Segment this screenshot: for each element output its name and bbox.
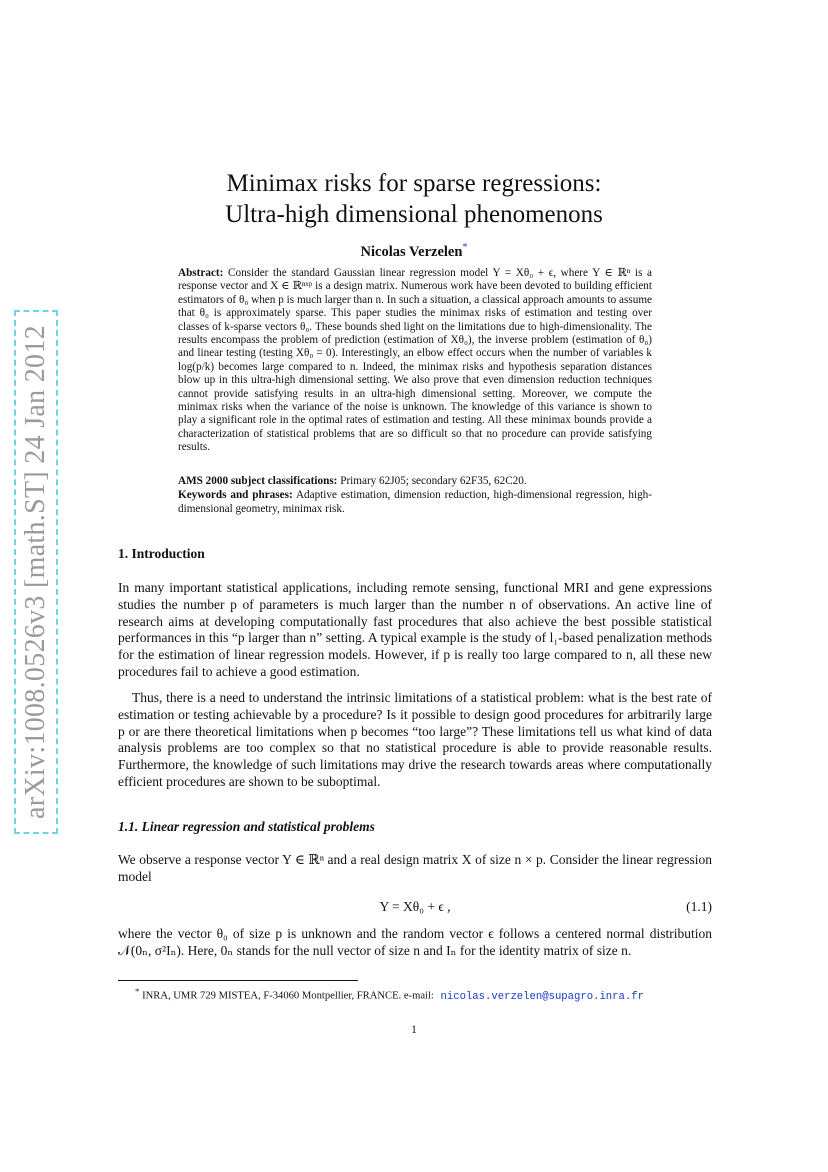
equation-number: (1.1) <box>686 899 712 914</box>
paper-title <box>0 168 828 230</box>
keywords-text: Adaptive estimation, dimension reduction, high-dimensional regression, high-dimensional geometry, minimax risk. <box>178 489 652 515</box>
keywords <box>178 489 652 516</box>
page-number: 1 <box>411 1024 417 1036</box>
ams-label: AMS 2000 subject classifications: <box>178 475 338 487</box>
ams-text: Primary 62J05; secondary 62F35, 62C20. <box>340 475 527 487</box>
subsection-paragraph-1: We observe a response vector Y ∈ ℝⁿ and a real design matrix X of size n × p. Consider the linear regression model <box>118 852 712 884</box>
abstract-text: Consider the standard Gaussian linear regression model Y = Xθ₀ + ϵ, where Y ∈ ℝⁿ is a response vector and X ∈ ℝⁿˣᵖ is a design matrix. Numerous work have been devoted to building efficient estimators of θ₀ when p is much larger than n. In such a situation, a classical approach amounts to assume that θ₀ is approximately sparse. This paper studies the minimax risks of estimation and testing over classes of k-sparse vectors θ₀. These bounds shed light on the limitations due to high-dimensionality. The results encompass the problem of prediction (estimation of Xθ₀), the inverse problem (estimation of θ₀) and linear testing (testing Xθ₀ = 0). Interestingly, an elbow effect occurs when the number of variables k log(p/k) becomes large compared to n. Indeed, the minimax risks and hypothesis separation distances blow up in this ultra-high dimensional setting. We also prove that even dimension reduction techniques cannot provide satisfying results in an ultra-high dimensional setting. Moreover, we compute the minimax risks when the variance of the noise is unknown. The knowledge of this variance is shown to play a significant role in the optimal rates of estimation and testing. All these minimax bounds provide a characterization of statistical problems that are so difficult so that no procedure can provide satisfying results. <box>178 267 653 454</box>
title-line-1: Minimax risks for sparse regressions: <box>226 170 602 197</box>
title-line-2: Ultra-high dimensional phenomenons <box>225 201 603 228</box>
footnote-text: INRA, UMR 729 MISTEA, F-34060 Montpellier, FRANCE. e-mail: <box>142 990 434 1002</box>
author-footnote-mark[interactable]: * <box>462 242 468 253</box>
paper-metadata <box>178 475 652 516</box>
author-line <box>0 242 828 261</box>
arxiv-identifier: arXiv:1008.0526v3 [math.ST] 24 Jan 2012 <box>20 325 51 819</box>
section-heading-introduction: 1. Introduction <box>118 546 205 561</box>
equation-body: Y = Xθ₀ + ϵ , <box>379 899 451 914</box>
footnote-email-link[interactable]: nicolas.verzelen@supagro.inra.fr <box>440 990 644 1003</box>
author-name: Nicolas Verzelen <box>360 243 463 260</box>
subsection-heading: 1.1. Linear regression and statistical problems <box>118 819 375 834</box>
keywords-label: Keywords and phrases: <box>178 489 293 502</box>
ams-classification <box>178 475 652 488</box>
abstract-label: Abstract: <box>178 267 224 279</box>
intro-paragraph-2: Thus, there is a need to understand the intrinsic limitations of a statistical problem: what is the best rate of estimation or testing achievable by a procedure? Is it possible to design good procedures for arbitrarily large p or are there theoretical limitations when p becomes “too large”? These limitations tell us what kind of data analysis problems are too complex so that no statistical procedure is able to provide reasonable results. Furthermore, the knowledge of such limitations may drive the research towards areas where computationally efficient procedures are shown to be suboptimal. <box>118 690 712 789</box>
footnote-mark: * <box>135 986 140 996</box>
arxiv-stamp <box>14 310 58 834</box>
intro-paragraph-1: In many important statistical applications, including remote sensing, functional MRI and gene expressions studies the number p of parameters is much larger than the number n of observations. An active line of research aims at developing computationally fast procedures that also achieve the best possible statistical performances in this “p larger than n” setting. A typical example is the study of l₁-based penalization methods for the estimation of linear regression models. However, if p is really too large compared to n, all these new procedures fail to achieve a good estimation. <box>118 580 712 679</box>
footnote-divider <box>118 980 358 981</box>
subsection-paragraph-2: where the vector θ₀ of size p is unknown and the random vector ϵ follows a centered normal distribution 𝒩(0ₙ, σ²Iₙ). Here, 0ₙ stands for the null vector of size n and Iₙ for the identity matrix of size n. <box>118 926 712 958</box>
abstract <box>178 267 652 455</box>
footnote <box>135 986 644 1003</box>
